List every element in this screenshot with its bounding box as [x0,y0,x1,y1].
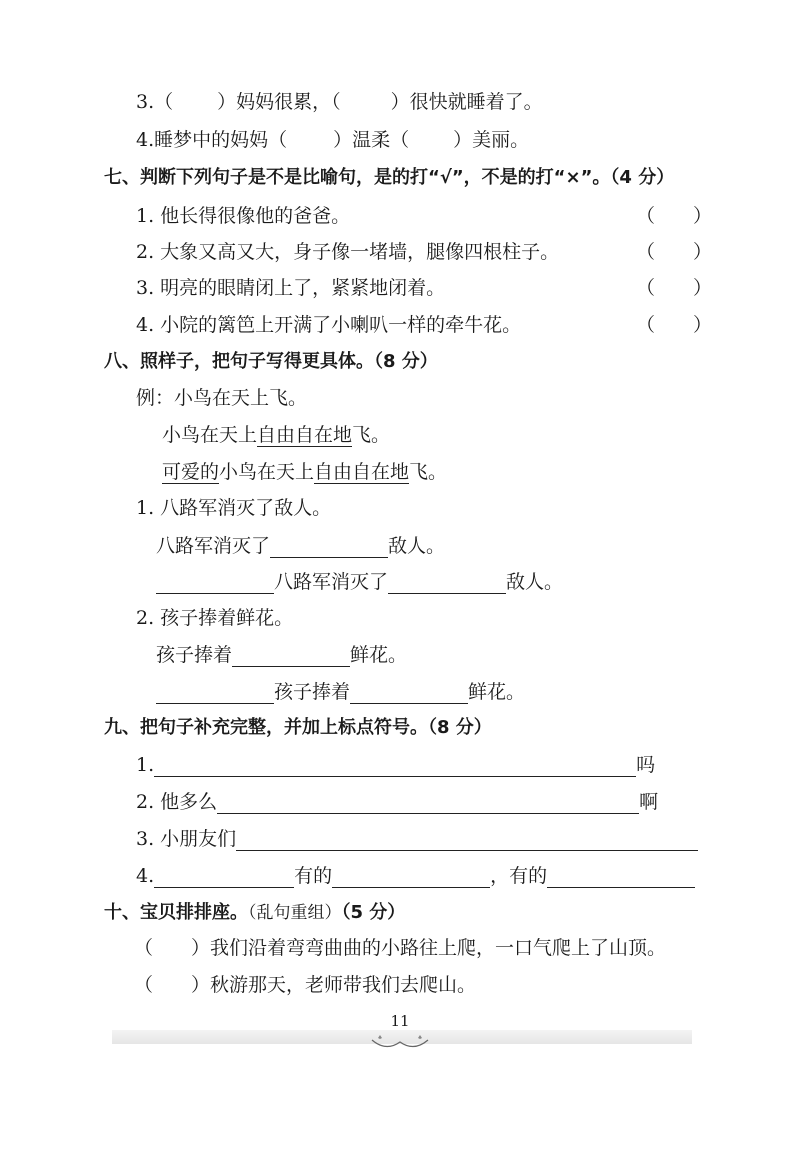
q8-s2-line-2: 孩子捧着 鲜花。 [156,680,525,704]
q7-title: 七、判断下列句子是不是比喻句，是的打“√”，不是的打“×”。（4 分） [104,167,675,188]
ornament-icon [368,1030,432,1052]
q8-title: 八、照样子，把句子写得更具体。（8 分） [104,351,438,372]
q7-item-4: 4. 小院的篱笆上开满了小喇叭一样的牵牛花。 [136,314,522,336]
q7-answer-box-3[interactable]: （ ） [636,277,713,299]
q10-title: 十、宝贝排排座。（乱句重组）（5 分） [104,902,406,923]
answer-blank[interactable] [232,646,350,667]
underlined-phrase: 自由自在地 [257,424,353,446]
item-number: 3. [136,91,155,113]
underlined-phrase: 可爱的 [162,461,220,483]
answer-blank[interactable] [154,756,636,777]
order-box[interactable]: （ ） [134,974,211,996]
q6-item-3: 3.（ ）妈妈很累，（ ）很快就睡着了。 [136,91,543,113]
answer-blank[interactable] [156,573,274,594]
answer-blank[interactable] [156,683,274,704]
q8-sentence-2: 2. 孩子捧着鲜花。 [136,607,294,629]
q6-item-4: 4.睡梦中的妈妈（ ）温柔（ ）美丽。 [136,129,530,151]
q8-s1-line-1: 八路军消灭了 敌人。 [156,535,446,557]
q10-item-2: （ ）秋游那天，老师带我们去爬山。 [134,974,477,996]
answer-blank[interactable] [547,867,695,888]
answer-blank[interactable] [350,683,468,704]
q7-answer-box-1[interactable]: （ ） [636,205,713,227]
q7-answer-box-2[interactable]: （ ） [636,241,713,263]
q9-item-3: 3. 小朋友们 [136,827,698,851]
q10-item-1: （ ）我们沿着弯弯曲曲的小路往上爬，一口气爬上了山顶。 [134,937,667,959]
q7-item-1: 1. 他长得很像他的爸爸。 [136,205,351,227]
order-box[interactable]: （ ） [134,937,211,959]
answer-blank[interactable] [388,573,506,594]
answer-blank[interactable] [270,537,388,558]
q7-item-2: 2. 大象又高又大，身子像一堵墙，腿像四根柱子。 [136,241,560,263]
answer-blank[interactable] [236,830,698,851]
q9-item-1: 1. 吗 [136,754,656,776]
q7-answer-box-4[interactable]: （ ） [636,314,713,336]
page-number: 11 [390,1012,410,1030]
q8-example-2: 可爱的小鸟在天上自由自在地飞。 [162,461,448,483]
answer-blank[interactable] [154,867,294,888]
q8-s1-line-2: 八路军消灭了 敌人。 [156,570,563,594]
underlined-phrase: 自由自在地 [314,461,410,483]
q8-example-1: 小鸟在天上自由自在地飞。 [162,424,391,446]
q8-s2-line-1: 孩子捧着 鲜花。 [156,644,408,666]
q7-item-3: 3. 明亮的眼睛闭上了，紧紧地闭着。 [136,277,446,299]
q9-item-4: 4. 有的 ，有的 [136,864,695,888]
q9-title: 九、把句子补充完整，并加上标点符号。（8 分） [104,717,492,738]
answer-blank[interactable] [332,867,490,888]
q8-example-label: 例：小鸟在天上飞。 [136,387,308,409]
answer-blank[interactable] [217,793,639,814]
q8-sentence-1: 1. 八路军消灭了敌人。 [136,497,332,519]
q9-item-2: 2. 他多么 啊 [136,791,659,813]
q10-hint: （乱句重组） [248,903,342,923]
